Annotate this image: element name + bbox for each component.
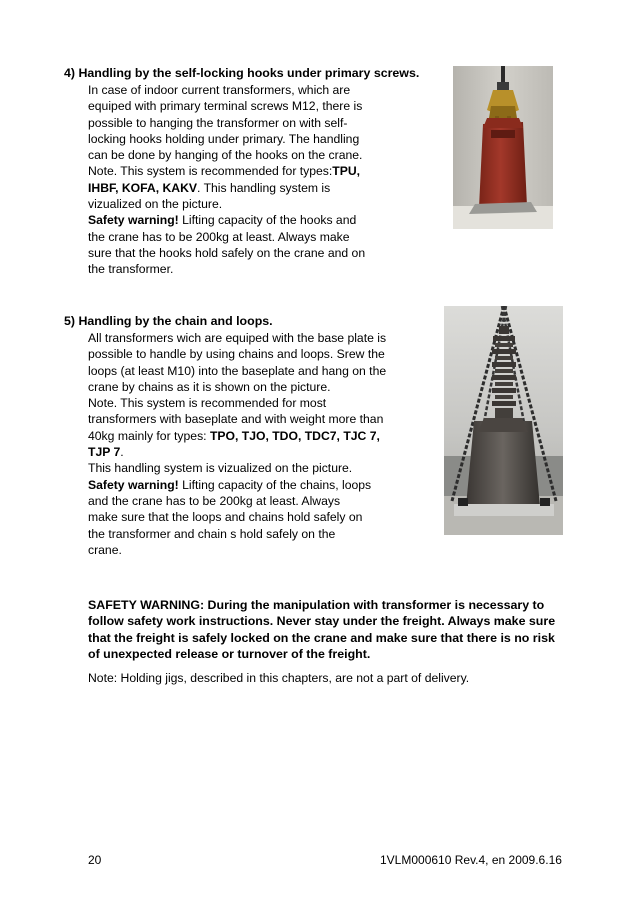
section-5-line: All transformers wich are equiped with the base plate is bbox=[88, 331, 387, 345]
section-5-warning-line bbox=[88, 477, 386, 493]
photo-chains-illustration bbox=[444, 306, 563, 535]
photo-chain-transformer bbox=[444, 306, 563, 535]
types-text: . bbox=[120, 445, 124, 460]
types-list: TPO, TJO, TDO, TDC7, TJC 7, bbox=[209, 428, 380, 443]
note-text: Note. This system is recommended for types: bbox=[88, 164, 333, 179]
section-4-line: the crane has to be 200kg at least. Always make bbox=[88, 229, 350, 244]
section-5-line: possible to handle by using chains and loops. Srew the bbox=[88, 347, 385, 362]
types-list: TJP 7 bbox=[88, 445, 121, 460]
section-5-line: This handling system is vizualized on the picture. bbox=[88, 461, 353, 476]
note-text: . This handling system is bbox=[197, 180, 331, 195]
safety-warning-line: SAFETY WARNING: During the manipulation with transformer is necessary to bbox=[88, 598, 545, 612]
safety-warning-line: of unexpected release or turnover of the freight. bbox=[88, 646, 371, 661]
safety-warning-label: Safety warning! bbox=[88, 477, 179, 492]
warning-text: Lifting capacity of the chains, loops bbox=[178, 477, 372, 492]
section-5-line: crane by chains as it is shown on the picture. bbox=[88, 379, 331, 394]
photo-hooks-illustration bbox=[453, 66, 553, 229]
note-types: IHBF, KOFA, KAKV bbox=[88, 180, 198, 195]
section-4-line: equiped with primary terminal screws M12, there is bbox=[88, 99, 363, 114]
section-4-note-line bbox=[88, 163, 365, 179]
section-5-line: Note. This system is recommended for most bbox=[88, 396, 327, 411]
section-4-note-line bbox=[88, 180, 365, 196]
section-4-line: can be done by hanging of the hooks on the crane. bbox=[88, 148, 363, 163]
types-text: 40kg mainly for types: bbox=[88, 428, 210, 443]
section-4-line: In case of indoor current transformers, which are bbox=[88, 83, 351, 97]
photo-hooks-transformer bbox=[453, 66, 553, 229]
section-4-body bbox=[88, 82, 365, 278]
section-5-types-line bbox=[88, 428, 386, 444]
section-4-warning-line bbox=[88, 212, 365, 228]
section-4-line: the transformer. bbox=[88, 262, 174, 277]
section-5-line: and the crane has to be 200kg at least. Always bbox=[88, 493, 341, 508]
section-4-line: locking hooks holding under primary. The handling bbox=[88, 131, 360, 146]
note-types: TPU, bbox=[332, 164, 361, 179]
section-4-heading: 4) Handling by the self-locking hooks under primary screws. bbox=[64, 66, 420, 80]
page-number: 20 bbox=[88, 853, 102, 867]
section-5-line: crane. bbox=[88, 542, 122, 557]
section-5-types-line bbox=[88, 444, 386, 460]
section-5-body bbox=[88, 330, 386, 558]
safety-warning-line: follow safety work instructions. Never stay under the freight. Always make sure bbox=[88, 614, 556, 629]
safety-warning-label: Safety warning! bbox=[88, 213, 179, 228]
section-5-line: make sure that the loops and chains hold safely on bbox=[88, 510, 363, 525]
section-5-line: transformers with baseplate and with weight more than bbox=[88, 412, 384, 427]
document-reference: 1VLM000610 Rev.4, en 2009.6.16 bbox=[380, 853, 562, 867]
section-5-heading: 5) Handling by the chain and loops. bbox=[64, 314, 273, 328]
warning-text: Lifting capacity of the hooks and bbox=[178, 213, 357, 228]
safety-warning-block bbox=[88, 597, 555, 662]
section-4-line: possible to hanging the transformer on with self- bbox=[88, 115, 348, 130]
safety-warning-line: that the freight is safely locked on the crane and make sure that there is no risk bbox=[88, 630, 555, 645]
section-5-line: loops (at least M10) into the baseplate and hang on the bbox=[88, 363, 387, 378]
section-5-line: the transformer and chain s hold safely on the bbox=[88, 526, 336, 541]
section-4-line: sure that the hooks hold safely on the crane and on bbox=[88, 245, 366, 260]
section-4-line: vizualized on the picture. bbox=[88, 197, 223, 212]
delivery-note: Note: Holding jigs, described in this chapters, are not a part of delivery. bbox=[88, 671, 470, 685]
